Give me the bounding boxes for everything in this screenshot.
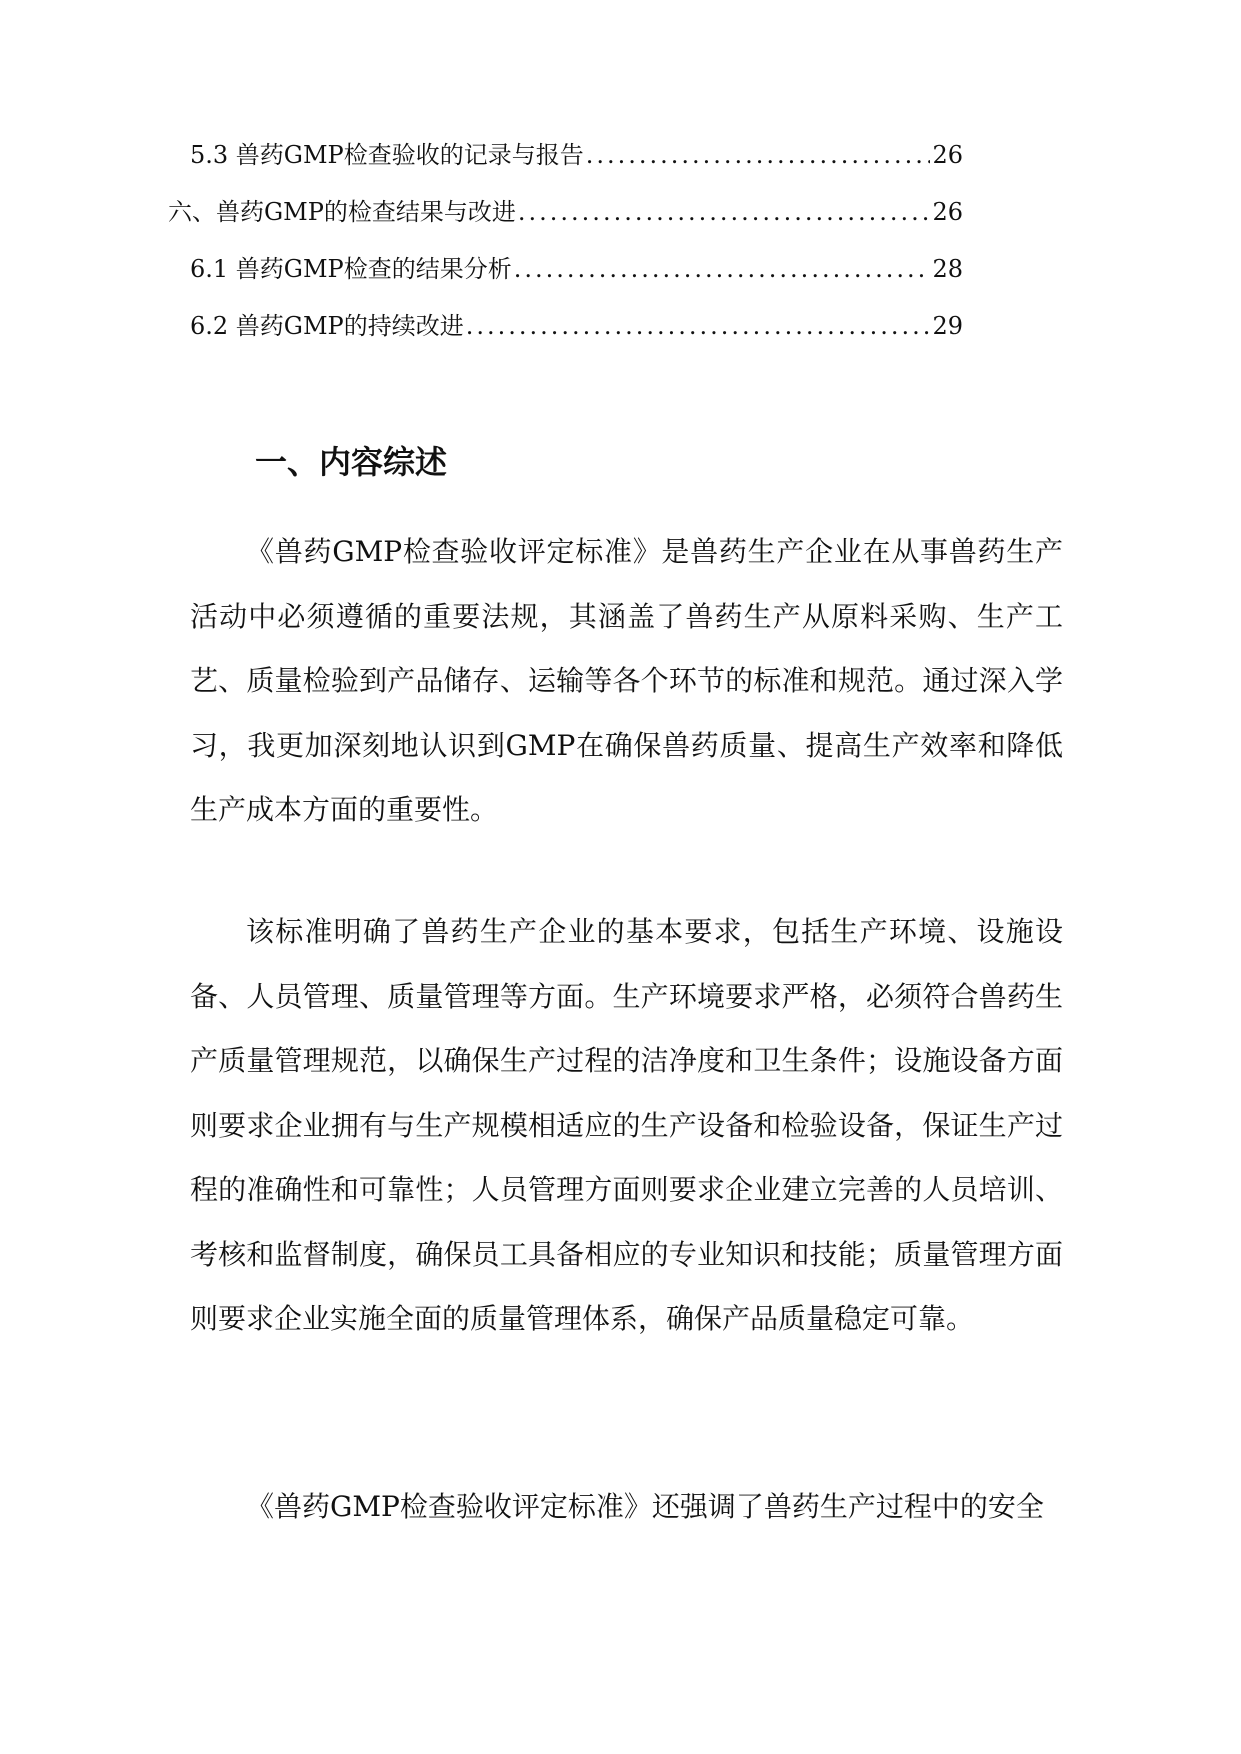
toc-entry-label: 六、兽药GMP的检查结果与改进 (168, 198, 516, 226)
body-paragraph-2: 该标准明确了兽药生产企业的基本要求，包括生产环境、设施设备、人员管理、质量管理等方面。生产环境要求严格，必须符合兽药生产质量管理规范，以确保生产过程的洁净度和卫生条件；设施设备方面则要求企业拥有与生产规模相适应的生产设备和检验设备，保证生产过程的准确性和可靠性；人员管理方面则要求企业建立完善的人员培训、考核和监督制度，确保员工具备相应的专业知识和技能；质量管理方面则要求企业实施全面的质量管理体系，确保产品质量稳定可靠。 (190, 915, 1063, 1335)
toc-page-number: 29 (932, 312, 963, 340)
toc-entry-chapter-6[interactable] (168, 197, 963, 227)
section-heading: 一、内容综述 (255, 443, 448, 481)
toc-entry-6-2[interactable] (190, 311, 963, 341)
toc-entry-6-1[interactable] (190, 254, 963, 284)
toc-page-number: 26 (932, 141, 963, 169)
toc-page-number: 28 (932, 255, 963, 283)
toc-dot-leader (466, 311, 931, 341)
toc-entry-label: 5.3 兽药GMP检查验收的记录与报告 (190, 141, 584, 169)
body-paragraph-1: 《兽药GMP检查验收评定标准》是兽药生产企业在从事兽药生产活动中必须遵循的重要法规，其涵盖了兽药生产从原料采购、生产工艺、质量检验到产品储存、运输等各个环节的标准和规范。通过深入学习，我更加深刻地认识到GMP在确保兽药质量、提高生产效率和降低生产成本方面的重要性。 (190, 535, 1063, 826)
toc-entry-label: 6.1 兽药GMP检查的结果分析 (190, 255, 512, 283)
toc-dot-leader (518, 197, 931, 227)
toc-entry-label: 6.2 兽药GMP的持续改进 (190, 312, 464, 340)
body-paragraph-3: 《兽药GMP检查验收评定标准》还强调了兽药生产过程中的安全 (246, 1490, 1044, 1523)
toc-entry-5-3[interactable] (190, 140, 963, 170)
toc-page-number: 26 (932, 198, 963, 226)
toc-dot-leader (586, 140, 931, 170)
toc-dot-leader (514, 254, 931, 284)
